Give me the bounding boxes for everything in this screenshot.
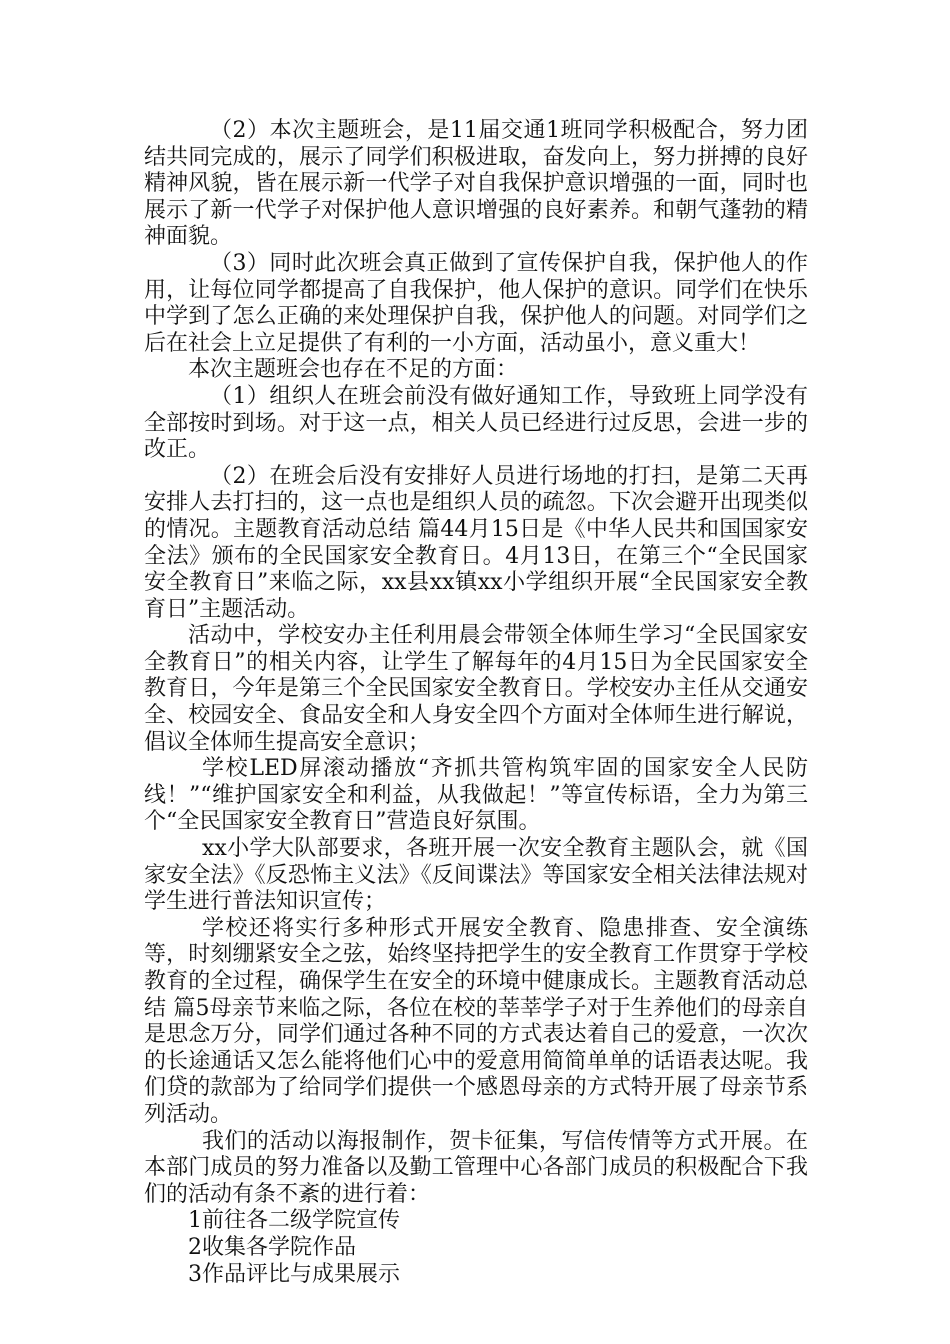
paragraph-3: 本次主题班会也存在不足的方面： [188,357,519,383]
paragraph-9: 学校还将实行多种形式开展安全教育、隐患排查、安全演练等，时刻绷紧安全之弦，始终坚持把学生的安全教育工作贯穿于学校教育的全过程，确保学生在安全的环境中健康成长。主题教育活动总结 篇5母亲节来临之际，各位在校的莘莘学子对于生养他们的母亲自是思念万分，同学们通过各种不同的方式表达着自己的爱意，一次次的长途通话又怎么能将他们心中的爱意用简简单单的话语表达呢。我们贷的款部为了给同学们提供一个感恩母亲的方式特开展了母亲节系列活动。 [144,915,808,1127]
paragraph-8: xx小学大队部要求，各班开展一次安全教育主题队会，就《国家安全法》《反恐怖主义法》《反间谍法》等国家安全相关法律法规对学生进行普法知识宣传； [144,836,808,915]
paragraph-6: 活动中，学校安办主任利用晨会带领全体师生学习“全民国家安全教育日”的相关内容，让学生了解每年的4月15日为全民国家安全教育日，今年是第三个全民国家安全教育日。学校安办主任从交通安全、校园安全、食品安全和人身安全四个方面对全体师生进行解说，倡议全体师生提高安全意识； [144,623,808,755]
paragraph-1: （2）本次主题班会，是11届交通1班同学积极配合，努力团结共同完成的，展示了同学们积极进取，奋发向上，努力拼搏的良好精神风貌，皆在展示新一代学子对自我保护意识增强的一面，同时也展示了新一代学子对保护他人意识增强的良好素养。和朝气蓬勃的精神面貌。 [144,118,808,250]
paragraph-5: （2）在班会后没有安排好人员进行场地的打扫，是第二天再安排人去打扫的，这一点也是组织人员的疏忽。下次会避开出现类似的情况。主题教育活动总结 篇44月15日是《中华人民共和国国家安全法》颁布的全民国家安全教育日。4月13日，在第三个“全民国家安全教育日”来临之际，xx县xx镇xx小学组织开展“全民国家安全教育日”主题活动。 [144,463,808,622]
document-body [144,118,808,1288]
paragraph-4: （1）组织人在班会前没有做好通知工作，导致班上同学没有全部按时到场。对于这一点，相关人员已经进行过反思，会进一步的改正。 [144,383,808,463]
list-item: 3作品评比与成果展示 [188,1261,400,1287]
paragraph-7: 学校LED屏滚动播放“齐抓共管构筑牢固的国家安全人民防线！”“维护国家安全和利益，从我做起！”等宣传标语，全力为第三个“全民国家安全教育日”营造良好氛围。 [144,756,808,835]
paragraph-10: 我们的活动以海报制作，贺卡征集，写信传情等方式开展。在本部门成员的努力准备以及勤工管理中心各部门成员的积极配合下我们的活动有条不紊的进行着： [144,1128,808,1207]
paragraph-2: （3）同时此次班会真正做到了宣传保护自我，保护他人的作用，让每位同学都提高了自我保护，他人保护的意识。同学们在快乐中学到了怎么正确的来处理保护自我，保护他人的问题。对同学们之后在社会上立足提供了有利的一小方面，活动虽小，意义重大！ [144,250,808,356]
list-item: 2收集各学院作品 [188,1234,356,1260]
list-item: 1前往各二级学院宣传 [188,1208,400,1234]
